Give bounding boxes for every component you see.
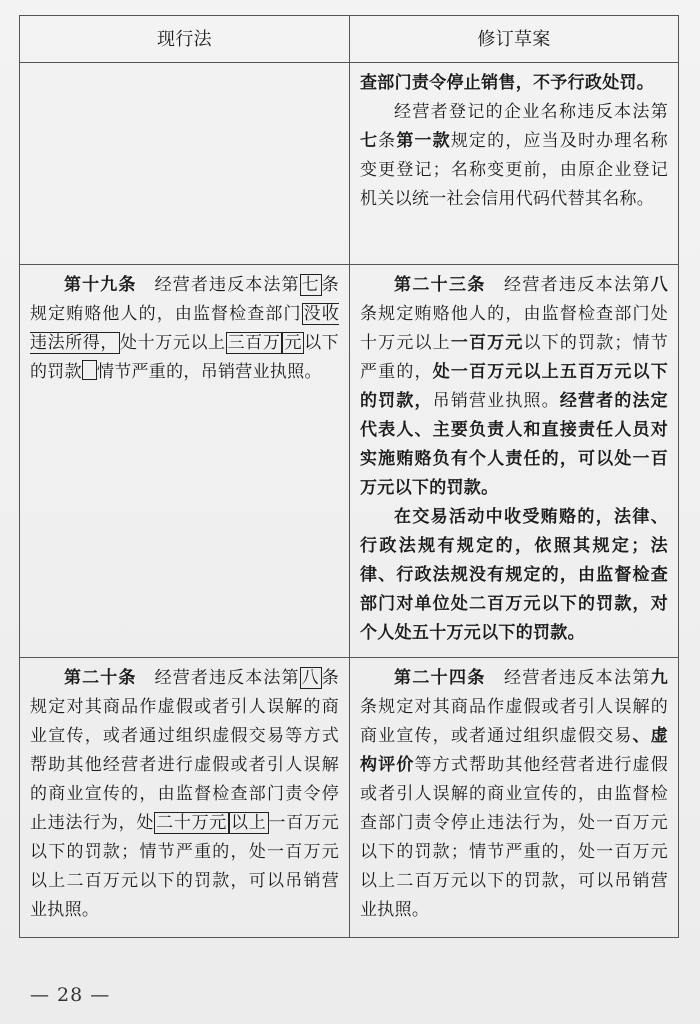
text-run: 经营者登记的企业名称违反本法第 bbox=[394, 102, 668, 122]
row2-current-law-cell bbox=[20, 265, 350, 658]
text-run: 经营者违反本法第 bbox=[153, 275, 300, 295]
text-run: 条 bbox=[378, 131, 397, 151]
article-number: 第二十三条 bbox=[394, 275, 486, 295]
comparison-table bbox=[19, 15, 679, 938]
article-23-draft-paragraph-2: 在交易活动中收受贿赂的，法律、行政法规有规定的，依照其规定；法律、行政法规没有规定的，由监督检查部门对单位处二百万元以下的罚款，对个人处五十万元以下的罚款。 bbox=[360, 507, 668, 643]
article-19-current bbox=[30, 271, 339, 387]
row1-current-law-cell bbox=[20, 63, 350, 265]
row3-revised-draft-cell bbox=[350, 658, 679, 938]
row1-revised-draft-cell bbox=[350, 63, 679, 265]
row1-draft-paragraph-2 bbox=[360, 98, 668, 214]
deleted-text-box: 元 bbox=[284, 333, 303, 353]
text-run-bold: 一百万元 bbox=[450, 333, 524, 353]
article-23-draft bbox=[360, 271, 668, 503]
text-run: 以下的罚款；情节严重的， bbox=[360, 333, 669, 382]
article-number: 第十九条 bbox=[64, 275, 137, 295]
text-run: 条规定对其商品作虚假或者引人误解的商业宣传，或者通过组织虚假交易等方式帮助其他经营者进行虚假或者引人误解的商业宣传的，由监督检查部门责令停止违法行为，处 bbox=[30, 668, 339, 833]
deleted-text-box: 二十万元 bbox=[156, 813, 228, 833]
text-run-bold: 处一百万元以上五百万元以下的罚款， bbox=[360, 362, 669, 411]
text-run-bold: 七 bbox=[360, 131, 379, 151]
text-run-bold: 第一款 bbox=[396, 131, 451, 151]
article-24-draft bbox=[360, 664, 668, 925]
deleted-text-box: 没收违法所得， bbox=[30, 304, 339, 353]
deleted-text-box: 三百万 bbox=[227, 333, 281, 353]
page-number: — 28 — bbox=[30, 984, 111, 1006]
text-run: 吊销营业执照。 bbox=[432, 391, 560, 411]
article-number: 第二十条 bbox=[64, 668, 137, 688]
article-20-current bbox=[30, 664, 339, 925]
table-header-row bbox=[20, 16, 679, 63]
text-run: 条规定对其商品作虚假或者引人误解的商业宣传，或者通过组织虚假交易 bbox=[360, 697, 668, 746]
deleted-text-box bbox=[82, 360, 97, 380]
text-run: 等方式帮助其他经营者进行虚假或者引人误解的商业宣传的，由监督检查部门责令停止违法行为，处一百万元以下的罚款；情节严重的，处一百万元以上二百万元以下的罚款，可以吊销营业执照。 bbox=[360, 755, 669, 920]
deleted-text-box: 七 bbox=[301, 275, 320, 295]
deleted-text-box: 八 bbox=[301, 668, 320, 688]
text-run: 以下的罚款 bbox=[30, 333, 339, 382]
text-run: 规定的，应当及时办理名称变更登记；名称变更前，由原企业登记机关以统一社会信用代码代替其名称。 bbox=[360, 131, 668, 209]
text-run: 情节严重的，吊销营业执照。 bbox=[96, 362, 322, 382]
text-run-bold: 经营者的法定代表人、主要负责人和直接责任人员对实施贿赂负有个人责任的，可以处一百万元以下的罚款。 bbox=[360, 391, 668, 498]
text-run: 一百万元以下的罚款；情节严重的，处一百万元以上二百万元以下的罚款，可以吊销营业执照。 bbox=[30, 813, 339, 920]
row1-draft-paragraph-1: 查部门责令停止销售，不予行政处罚。 bbox=[360, 73, 655, 93]
header-revised-draft: 修订草案 bbox=[350, 16, 679, 63]
text-run: 条规定贿赂他人的，由监督检查部门处十万元以上 bbox=[360, 304, 668, 353]
text-run: 经营者违反本法第 bbox=[502, 668, 651, 688]
article-number: 第二十四条 bbox=[394, 668, 486, 688]
text-run-bold: 、虚构评价 bbox=[360, 726, 668, 775]
header-current-law: 现行法 bbox=[20, 16, 350, 63]
text-run: 条规定贿赂他人的，由监督检查部门 bbox=[30, 275, 339, 324]
deleted-text-box: 以上 bbox=[231, 813, 267, 833]
text-run-bold: 九 bbox=[650, 668, 668, 688]
table-row bbox=[20, 265, 679, 658]
text-run: 经营者违反本法第 bbox=[153, 668, 300, 688]
table-row bbox=[20, 63, 679, 265]
text-run-bold: 八 bbox=[650, 275, 668, 295]
text-run: 处十万元以上 bbox=[120, 333, 226, 353]
row2-revised-draft-cell bbox=[350, 265, 679, 658]
table-row bbox=[20, 658, 679, 938]
text-run: 经营者违反本法第 bbox=[502, 275, 651, 295]
row3-current-law-cell bbox=[20, 658, 350, 938]
